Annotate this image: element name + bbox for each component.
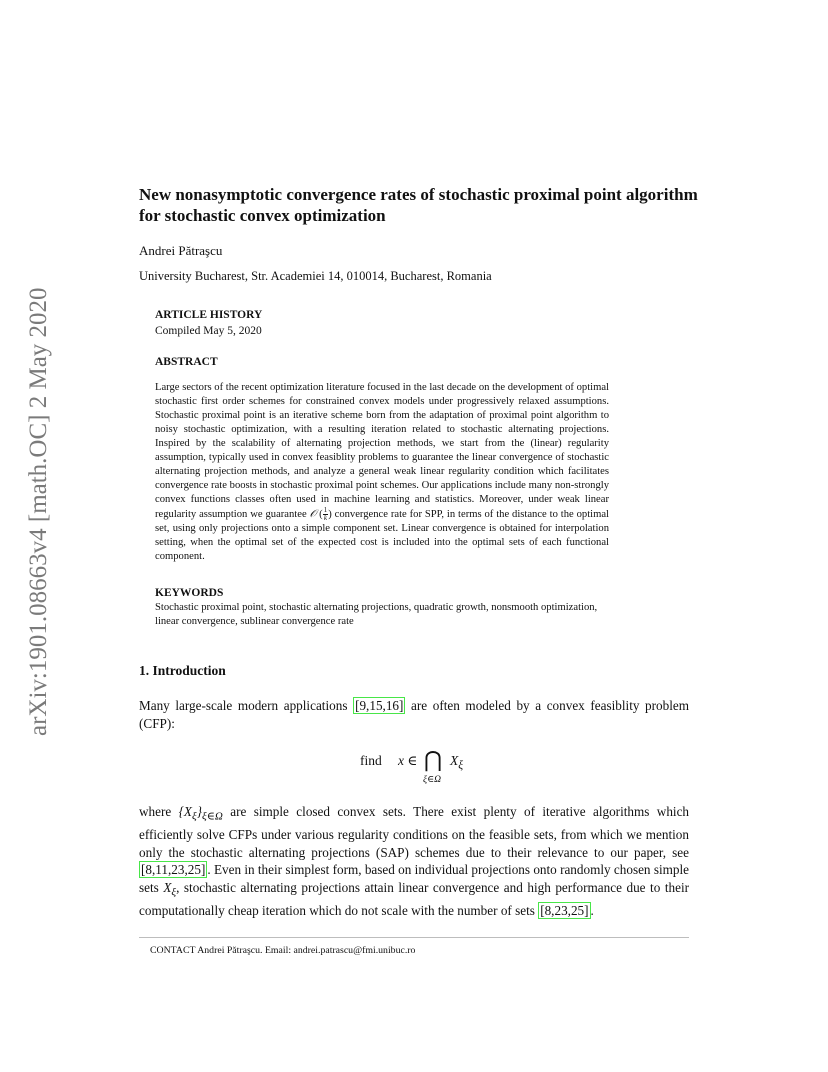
intro-paragraph-2 [139,803,689,919]
big-o-symbol: 𝒪 [309,508,317,520]
abstract-part-1: Large sectors of the recent optimization literature focused in the last decade on the development of optimal stochastic first order schemes for constrained convex models under progressively relaxed assumptions. Stochastic proximal point is an iterative scheme born from the adaptation of proximal point algorithm to noisy stochastic optimization, with a resulting iteration related to stochastic alternating projections. Inspired by the scalability of alternating projection methods, we start from the (linear) regularity assumption, typically used in convex feasiblity problems to guarantee the linear convergence of stochastic alternating projection methods, and analyze a general weak linear regularity condition which facilitates convergence rate boosts in stochastic proximal point schemes. Our applications include many non-strongly convex functions classes often used in machine learning and statistics. Moreover, under weak linear regularity assumption we guarantee [155,382,609,520]
abstract-heading: ABSTRACT [155,356,218,368]
equation-x-in: x ∈ [398,753,418,768]
fraction-denominator: k [323,514,327,522]
intro-paragraph-1 [139,697,689,732]
section-heading: 1. Introduction [139,663,226,678]
equation-find: find [360,753,382,768]
citation-link[interactable]: [8,11,23,25] [141,862,206,878]
equation-set-symbol: X [450,753,459,768]
p2-set-open: {X [178,804,192,819]
citation-link[interactable]: [9,15,16] [355,698,404,713]
intersection-symbol: ⋂ [424,747,443,772]
fraction-numerator: 1 [323,506,328,514]
p2-x-sub: ξ [171,886,177,899]
article-history-heading: ARTICLE HISTORY [155,309,263,321]
author-name: Andrei Pătraşcu [139,243,223,258]
abstract-part-2: convergence rate for SPP, in terms of the distance to the optimal set, using only projections onto a simple component set. Linear convergence is obtained for interpolation setting, when the optimal set of the expected cost is included into the optimal sets of each functional component. [155,508,609,562]
p2-set-symbol [163,879,177,899]
display-equation [360,747,560,790]
p2-text-d: . [590,902,594,918]
p2-set-close: } [196,804,202,819]
p2-set-notation [178,804,223,823]
citation-link[interactable]: [8,23,25] [540,902,589,918]
affiliation: University Bucharest, Str. Academiei 14, 010014, Bucharest, Romania [139,269,492,283]
p2-set-sub: ξ [191,810,197,823]
p2-x: X [163,879,172,895]
p2-text-a: are simple closed convex sets. There exist plenty of iterative algorithms which efficiently solve CFPs under various regularity conditions on the feasible sets, from which we mention only the stochastic alternating projections (SAP) schemes due to their relevance to our paper, see [139,804,690,860]
paper-title: New nonasymptotic convergence rates of stochastic proximal point algorithm for stochastic convex optimization [139,185,698,225]
intersection-subscript: ξ∈Ω [423,775,441,785]
p2-text-b: . Even in their simplest form, based on individual projections onto randomly chosen simple sets [139,862,689,895]
equation-set [450,753,463,772]
abstract-text: Large sectors of the recent optimization literature focused in the last decade on the development of optimal stochastic first order schemes for constrained convex models under progressively relaxed assumptions. Stochastic proximal point is an iterative scheme born from the adaptation of proximal point algorithm to noisy stochastic optimization, with a resulting iteration related to stochastic alternating projections. Inspired by the scalability of alternating projection methods, we start from the (linear) regularity assumption, typically used in convex feasiblity problems to guarantee the linear convergence of stochastic alternating projection methods, and analyze a general weak linear regularity condition which facilitates convergence rate boosts in stochastic proximal point schemes. Our applications include many non-strongly convex functions classes often used in machine learning and statistics. Moreover, under weak linear regularity assumption we guarantee 𝒪 ( $\frac{1}{k}$) convergence rate for SPP, in terms of the distance to the optimal set, using only projections onto a simple component set. Linear convergence is obtained for interpolation setting, when the optimal set of the expected cost is included into the optimal sets of each functional component. [155,382,609,562]
arxiv-identifier: arXiv:1901.08663v4 [math.OC] 2 May 2020 [25,287,52,737]
p2-set-close-sub: ξ∈Ω [201,810,223,823]
keywords-heading: KEYWORDS [155,587,224,599]
keywords-text: Stochastic proximal point, stochastic alternating projections, quadratic growth, nonsmooth optimization, linear convergence, sublinear convergence rate [155,602,598,627]
article-history-value: Compiled May 5, 2020 [155,325,262,337]
equation-set-subscript: ξ [458,759,464,772]
contact-footnote: CONTACT Andrei Pătraşcu. Email: andrei.patrascu@fmi.unibuc.ro [150,945,416,956]
fraction [323,507,329,522]
intro-p1-text-a: Many large-scale modern applications [139,698,348,713]
p2-where: where [139,804,172,819]
footnote-divider [139,937,689,938]
intro-p1-text-b: are often modeled by a convex feasiblity problem (CFP): [139,698,690,731]
p2-text-c: , stochastic alternating projections attain linear convergence and high performance due to their computationally cheap iteration which do not scale with the number of sets [139,879,690,918]
